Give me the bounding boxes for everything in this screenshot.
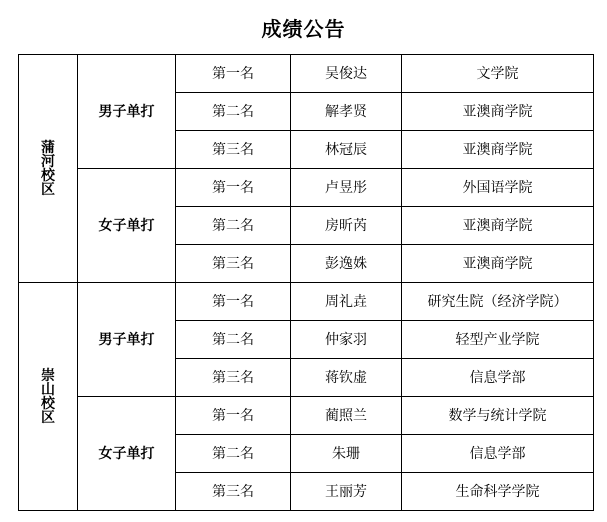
name-cell: 林冠辰 [291, 131, 402, 169]
name-cell: 朱珊 [291, 435, 402, 473]
campus-char: 区 [41, 409, 55, 426]
table-row [19, 55, 594, 93]
name-cell: 卢昱彤 [291, 169, 402, 207]
college-cell: 外国语学院 [402, 169, 594, 207]
college-cell: 轻型产业学院 [402, 321, 594, 359]
rank-cell: 第三名 [176, 473, 291, 511]
rank-cell: 第二名 [176, 435, 291, 473]
results-table [18, 54, 594, 511]
name-cell: 彭逸姝 [291, 245, 402, 283]
campus-char: 河 [41, 153, 55, 170]
page-title: 成绩公告 [261, 17, 346, 41]
rank-cell: 第二名 [176, 321, 291, 359]
table-row [19, 397, 594, 435]
rank-cell: 第二名 [176, 207, 291, 245]
name-cell: 解孝贤 [291, 93, 402, 131]
event-label: 男子单打 [78, 283, 176, 397]
campus-label [19, 283, 78, 511]
name-cell: 周礼垚 [291, 283, 402, 321]
rank-cell: 第三名 [176, 131, 291, 169]
rank-cell: 第三名 [176, 359, 291, 397]
college-cell: 信息学部 [402, 359, 594, 397]
campus-label [19, 55, 78, 283]
name-cell: 蒋钦虚 [291, 359, 402, 397]
college-cell: 数学与统计学院 [402, 397, 594, 435]
college-cell: 亚澳商学院 [402, 245, 594, 283]
rank-cell: 第一名 [176, 397, 291, 435]
campus-char: 崇 [41, 367, 55, 384]
table-row [19, 283, 594, 321]
rank-cell: 第一名 [176, 55, 291, 93]
name-cell: 仲家羽 [291, 321, 402, 359]
campus-char: 校 [41, 395, 55, 412]
rank-cell: 第二名 [176, 93, 291, 131]
name-cell: 房昕芮 [291, 207, 402, 245]
rank-cell: 第一名 [176, 283, 291, 321]
name-cell: 王丽芳 [291, 473, 402, 511]
college-cell: 信息学部 [402, 435, 594, 473]
table-row [19, 169, 594, 207]
college-cell: 亚澳商学院 [402, 93, 594, 131]
college-cell: 研究生院（经济学院） [402, 283, 594, 321]
campus-char: 区 [41, 181, 55, 198]
name-cell: 吴俊达 [291, 55, 402, 93]
event-label: 女子单打 [78, 397, 176, 511]
college-cell: 生命科学学院 [402, 473, 594, 511]
rank-cell: 第一名 [176, 169, 291, 207]
event-label: 男子单打 [78, 55, 176, 169]
college-cell: 文学院 [402, 55, 594, 93]
campus-char: 山 [41, 381, 55, 398]
event-label: 女子单打 [78, 169, 176, 283]
college-cell: 亚澳商学院 [402, 131, 594, 169]
campus-char: 校 [41, 167, 55, 184]
college-cell: 亚澳商学院 [402, 207, 594, 245]
campus-char: 蒲 [41, 139, 55, 156]
rank-cell: 第三名 [176, 245, 291, 283]
name-cell: 蔺照兰 [291, 397, 402, 435]
